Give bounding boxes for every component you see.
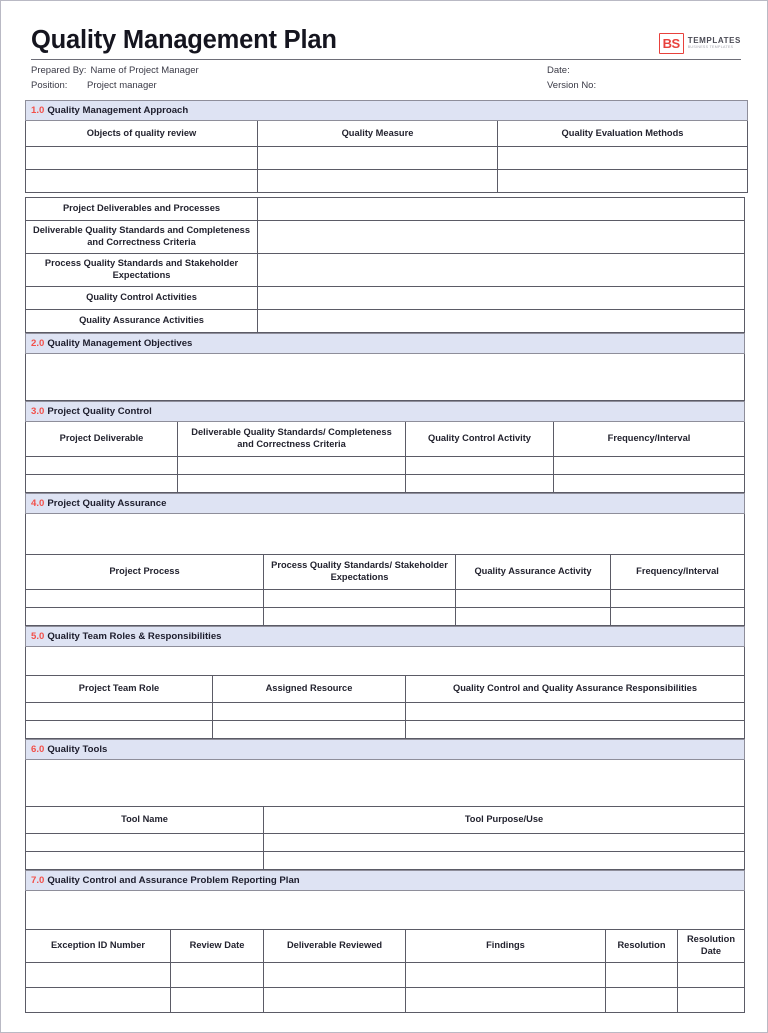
cell-input[interactable] [264,987,406,1012]
cell-input[interactable] [258,220,745,253]
table-row [26,309,745,332]
cell-input[interactable] [406,720,745,738]
cell-input[interactable] [406,702,745,720]
section-3-header-row [26,401,745,421]
prepared-by-row [31,63,547,78]
cell-input[interactable] [26,962,171,987]
col-process-quality-standards: Process Quality Standards/ Stakeholder Expectations [264,554,456,589]
brand-text [688,37,741,50]
col-frequency-interval: Frequency/Interval [611,554,745,589]
col-frequency-interval: Frequency/Interval [554,421,745,456]
cell-input[interactable] [258,197,745,220]
table-row [26,702,745,720]
row-label-project-deliverables-and-processes: Project Deliverables and Processes [26,197,258,220]
table-row [26,353,745,400]
section-4-column-head-row [26,554,745,589]
section-4-header [26,493,745,513]
table-row [26,607,745,625]
cell-input[interactable] [26,169,258,192]
section-6-freetext-area[interactable] [26,759,745,806]
cell-input[interactable] [258,286,745,309]
cell-input[interactable] [611,589,745,607]
meta-right-column [547,63,600,93]
cell-input[interactable] [406,987,606,1012]
cell-input[interactable] [456,589,611,607]
section-6-column-head-row [26,806,745,833]
brand-logo [659,33,741,54]
section-5-table [25,626,745,739]
brand-word: TEMPLATES [687,35,741,45]
col-qc-qa-responsibilities: Quality Control and Quality Assurance Responsibilities [406,675,745,702]
section-2-freetext-area[interactable] [26,353,745,400]
col-assigned-resource: Assigned Resource [213,675,406,702]
section-7-header-row [26,870,745,890]
table-row [26,851,745,869]
table-row [26,456,745,474]
cell-input[interactable] [171,962,264,987]
section-1-labels-table [25,197,745,333]
row-label-process-quality-standards: Process Quality Standards and Stakeholder Expectations [26,253,258,286]
col-resolution-date: Resolution Date [678,929,745,962]
table-row [26,253,745,286]
cell-input[interactable] [26,702,213,720]
cell-input[interactable] [554,456,745,474]
position-row [31,78,547,93]
prepared-by-label: Prepared By: [31,64,87,76]
cell-input[interactable] [178,474,406,492]
cell-input[interactable] [264,589,456,607]
row-label-deliverable-quality-standards: Deliverable Quality Standards and Completeness and Correctness Criteria [26,220,258,253]
cell-input[interactable] [264,851,745,869]
cell-input[interactable] [26,474,178,492]
section-2-header [26,333,745,353]
section-3-title: Project Quality Control [47,405,152,417]
cell-input[interactable] [26,833,264,851]
section-5-header-row [26,626,745,646]
col-exception-id-number: Exception ID Number [26,929,171,962]
section-6-header-row [26,739,745,759]
cell-input[interactable] [258,253,745,286]
page-title: Quality Management Plan [31,26,337,54]
col-tool-name: Tool Name [26,806,264,833]
cell-input[interactable] [406,962,606,987]
row-label-quality-assurance-activities: Quality Assurance Activities [26,309,258,332]
col-tool-purpose-use: Tool Purpose/Use [264,806,745,833]
bs-logo-icon: BS [659,33,684,54]
cell-input[interactable] [26,589,264,607]
cell-input[interactable] [171,987,264,1012]
table-row [26,833,745,851]
version-row [547,78,600,93]
section-4-table [25,493,745,626]
row-label-quality-control-activities: Quality Control Activities [26,286,258,309]
col-objects-of-quality-review: Objects of quality review [26,120,258,146]
brand-subtitle: BUSINESS TEMPLATES [687,45,734,50]
section-1-column-head-row [26,120,748,146]
section-3-header [26,401,745,421]
cell-input[interactable] [26,851,264,869]
col-deliverable-quality-standards: Deliverable Quality Standards/ Completeness and Correctness Criteria [178,421,406,456]
section-5-column-head-row [26,675,745,702]
cell-input[interactable] [264,962,406,987]
section-7-title: Quality Control and Assurance Problem Reporting Plan [47,874,300,886]
cell-input[interactable] [554,474,745,492]
section-4-title: Project Quality Assurance [47,497,167,509]
section-1-number: 1.0 [31,104,45,116]
cell-input[interactable] [26,456,178,474]
section-1-header [26,100,748,120]
version-label: Version No: [547,79,597,91]
table-row [26,286,745,309]
prepared-by-value[interactable]: Name of Project Manager [90,64,199,76]
cell-input[interactable] [26,146,258,169]
col-project-team-role: Project Team Role [26,675,213,702]
cell-input[interactable] [26,987,171,1012]
section-2-number: 2.0 [31,337,45,349]
cell-input[interactable] [258,309,745,332]
cell-input[interactable] [611,607,745,625]
table-row [26,962,745,987]
col-resolution: Resolution [606,929,678,962]
col-project-process: Project Process [26,554,264,589]
table-row [26,197,745,220]
document-header [25,25,745,93]
cell-input[interactable] [258,146,498,169]
section-5-header [26,626,745,646]
section-6-table [25,739,745,870]
col-project-deliverable: Project Deliverable [26,421,178,456]
date-row [547,63,600,78]
cell-input[interactable] [678,987,745,1012]
table-row [26,646,745,675]
col-quality-control-activity: Quality Control Activity [406,421,554,456]
cell-input[interactable] [264,833,745,851]
section-2-header-row [26,333,745,353]
table-row [26,474,745,492]
cell-input[interactable] [264,607,456,625]
section-5-title: Quality Team Roles & Responsibilities [47,630,222,642]
col-quality-measure: Quality Measure [258,120,498,146]
section-2-table [25,333,745,401]
section-7-column-head-row [26,929,745,962]
table-row [26,513,745,554]
table-row [26,720,745,738]
position-label: Position: [31,79,68,91]
col-quality-evaluation-methods: Quality Evaluation Methods [498,120,748,146]
cell-input[interactable] [498,169,748,192]
section-7-header [26,870,745,890]
section-3-table [25,401,745,493]
cell-input[interactable] [258,169,498,192]
table-row [26,589,745,607]
cell-input[interactable] [498,146,748,169]
section-1-header-row [26,100,748,120]
section-4-header-row [26,493,745,513]
cell-input[interactable] [213,720,406,738]
table-row [26,987,745,1012]
section-7-freetext-area[interactable] [26,890,745,929]
cell-input[interactable] [406,474,554,492]
table-row [26,759,745,806]
section-6-title: Quality Tools [47,743,108,755]
section-4-number: 4.0 [31,497,45,509]
section-5-number: 5.0 [31,630,45,642]
col-review-date: Review Date [171,929,264,962]
section-5-freetext-area[interactable] [26,646,745,675]
table-row [26,890,745,929]
date-label: Date: [547,64,570,76]
section-7-table [25,870,745,1013]
position-value[interactable]: Project manager [87,79,157,91]
section-3-column-head-row [26,421,745,456]
section-1-table [25,100,748,193]
cell-input[interactable] [26,607,264,625]
section-3-number: 3.0 [31,405,45,417]
section-2-title: Quality Management Objectives [47,337,193,349]
section-7-number: 7.0 [31,874,45,886]
table-row [26,220,745,253]
col-findings: Findings [406,929,606,962]
meta-left-column [31,63,547,93]
cell-input[interactable] [606,962,678,987]
cell-input[interactable] [178,456,406,474]
section-6-header [26,739,745,759]
section-1-title: Quality Management Approach [47,104,189,116]
document-meta [25,60,745,93]
col-deliverable-reviewed: Deliverable Reviewed [264,929,406,962]
cell-input[interactable] [26,720,213,738]
table-row [26,169,748,192]
cell-input[interactable] [678,962,745,987]
section-4-freetext-area[interactable] [26,513,745,554]
cell-input[interactable] [606,987,678,1012]
cell-input[interactable] [456,607,611,625]
table-row [26,146,748,169]
cell-input[interactable] [213,702,406,720]
col-quality-assurance-activity: Quality Assurance Activity [456,554,611,589]
section-6-number: 6.0 [31,743,45,755]
cell-input[interactable] [406,456,554,474]
